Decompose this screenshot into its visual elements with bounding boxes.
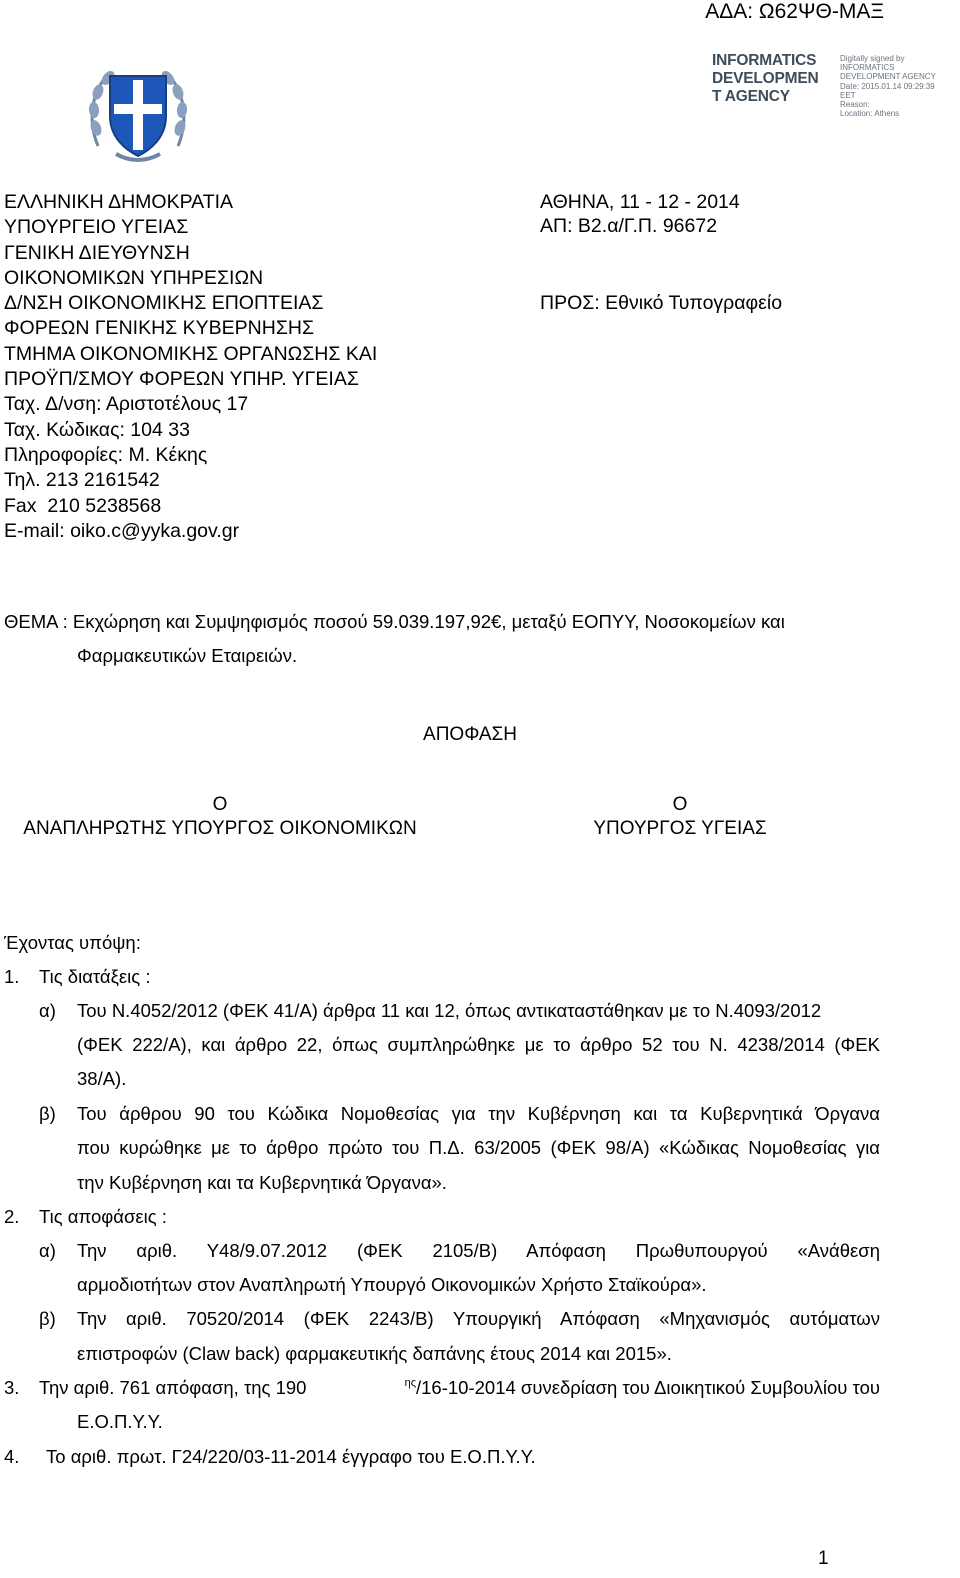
- ada-code: ΑΔΑ: Ω62ΨΘ-ΜΑΞ: [705, 0, 884, 23]
- item-2-text: Τις αποφάσεις :: [39, 1206, 167, 1227]
- sender-line: Ταχ. Δ/νση: Αριστοτέλους 17: [4, 393, 249, 416]
- page-number: 1: [818, 1548, 829, 1569]
- item-1-number: 1.: [4, 966, 20, 987]
- item-2-number: 2.: [4, 1206, 20, 1227]
- item-3-number: 3.: [4, 1377, 20, 1398]
- sender-line: ΓΕΝΙΚΗ ΔΙΕΥΘΥΝΣΗ: [4, 241, 190, 264]
- sender-line: Πληροφορίες: Μ. Κέκης: [4, 443, 208, 466]
- item-3-pre: Την αριθ. 761 απόφαση, της 190: [39, 1377, 307, 1398]
- sender-line: ΤΜΗΜΑ ΟΙΚΟΝΟΜΙΚΗΣ ΟΡΓΑΝΩΣΗΣ ΚΑΙ: [4, 342, 378, 365]
- authority-left-article: Ο: [212, 794, 228, 815]
- authority-left-title: ΑΝΑΠΛΗΡΩΤΗΣ ΥΠΟΥΡΓΟΣ ΟΙΚΟΝΟΜΙΚΩΝ: [23, 818, 417, 839]
- item-1b-label: β): [39, 1103, 56, 1124]
- preamble: Έχοντας υπόψη:: [4, 932, 141, 953]
- sender-line: Fax 210 5238568: [4, 494, 162, 517]
- sender-line: Τηλ. 213 2161542: [4, 469, 160, 492]
- protocol-number: ΑΠ: Β2.α/Γ.Π. 96672: [540, 215, 718, 237]
- greek-coat-of-arms-icon: [86, 58, 190, 166]
- stamp-line-1: INFORMATICS: [712, 52, 817, 69]
- authority-left: [0, 793, 440, 841]
- item-2a-line-2: αρμοδιοτήτων στον Αναπληρωτή Υπουργό Οικονομικών Χρήστο Σταϊκούρα».: [77, 1274, 707, 1295]
- sender-line: ΥΠΟΥΡΓΕΙΟ ΥΓΕΙΑΣ: [4, 216, 189, 239]
- item-1a-line-3: 38/Α).: [77, 1068, 127, 1089]
- authority-right-article: Ο: [672, 794, 688, 815]
- sender-line: ΕΛΛΗΝΙΚΗ ΔΗΜΟΚΡΑΤΙΑ: [4, 191, 234, 213]
- recipient: ΠΡΟΣ: Εθνικό Τυπογραφείο: [540, 292, 783, 314]
- item-3-superscript: ης: [404, 1377, 416, 1389]
- item-1a-line-1: Του Ν.4052/2012 (ΦΕΚ 41/Α) άρθρα 11 και 12, όπως αντικαταστάθηκαν με το Ν.4093/2012: [77, 1000, 822, 1021]
- item-3-post: /16-10-2014 συνεδρίαση του Διοικητικού Συμβουλίου του: [416, 1377, 880, 1398]
- sender-block: [4, 190, 377, 544]
- item-2b-line-1: Την αριθ. 70520/2014 (ΦΕΚ 2243/Β) Υπουργική Απόφαση «Μηχανισμός αυτόματων: [77, 1308, 880, 1329]
- document-date: ΑΘΗΝΑ, 11 - 12 - 2014: [540, 191, 740, 213]
- item-1b-line-3: την Κυβέρνηση και τα Κυβερνητικά Όργανα».: [77, 1172, 447, 1193]
- item-1b-line-1: Του άρθρου 90 του Κώδικα Νομοθεσίας για την Κυβέρνηση και τα Κυβερνητικά Όργανα: [77, 1103, 880, 1124]
- subject-line-2: Φαρμακευτικών Εταιρειών.: [77, 645, 298, 666]
- authority-right: [490, 793, 870, 841]
- item-2b-label: β): [39, 1308, 56, 1329]
- item-2b-line-2: επιστροφών (Claw back) φαρμακευτικής δαπάνης έτους 2014 και 2015».: [77, 1343, 672, 1364]
- stamp-line-2: DEVELOPMEN: [712, 70, 819, 87]
- sender-line: E-mail: oiko.c@yyka.gov.gr: [4, 519, 240, 542]
- item-1a-label: α): [39, 1000, 56, 1021]
- item-2a-label: α): [39, 1240, 56, 1261]
- item-3-line-2: Ε.Ο.Π.Υ.Υ.: [77, 1411, 163, 1432]
- item-4-text: Το αριθ. πρωτ. Γ24/220/03-11-2014 έγγραφο του Ε.Ο.Π.Υ.Υ.: [46, 1446, 536, 1467]
- subject-line-1: ΘΕΜΑ : Εκχώρηση και Συμψηφισμός ποσού 59.039.197,92€, μεταξύ ΕΟΠΥΥ, Νοσοκομείων και: [4, 611, 785, 632]
- sender-line: Δ/ΝΣΗ ΟΙΚΟΝΟΜΙΚΗΣ ΕΠΟΠΤΕΙΑΣ: [4, 292, 324, 315]
- item-2a-line-1: Την αριθ. Υ48/9.07.2012 (ΦΕΚ 2105/Β) Απόφαση Πρωθυπουργού «Ανάθεση: [77, 1240, 880, 1261]
- item-3-line-1: [39, 1377, 880, 1399]
- decision-title: ΑΠΟΦΑΣΗ: [423, 724, 517, 745]
- sender-line: ΟΙΚΟΝΟΜΙΚΩΝ ΥΠΗΡΕΣΙΩΝ: [4, 266, 264, 289]
- item-1b-line-2: που κυρώθηκε με το άρθρο πρώτο του Π.Δ. 63/2005 (ΦΕΚ 98/Α) «Κώδικας Νομοθεσίας για: [77, 1137, 880, 1158]
- item-3-sup-wrap: [405, 1377, 880, 1399]
- item-3-pre-wrap: [39, 1377, 336, 1399]
- sender-line: ΦΟΡΕΩΝ ΓΕΝΙΚΗΣ ΚΥΒΕΡΝΗΣΗΣ: [4, 317, 315, 340]
- sender-line: Ταχ. Κώδικας: 104 33: [4, 418, 190, 441]
- sender-line: ΠΡΟΫΠ/ΣΜΟΥ ΦΟΡΕΩΝ ΥΠΗΡ. ΥΓΕΙΑΣ: [4, 368, 359, 391]
- item-1a-line-2: (ΦΕΚ 222/Α), και άρθρο 22, όπως συμπληρώθηκε με το άρθρο 52 του Ν. 4238/2014 (ΦΕΚ: [77, 1034, 880, 1055]
- stamp-signature-details: Digitally signed by INFORMATICS DEVELOPMENT AGENCY Date: 2015.01.14 09:29:39 EET Reason: Location: Athens: [840, 54, 936, 119]
- stamp-line-3: T AGENCY: [712, 88, 790, 105]
- item-1-text: Τις διατάξεις :: [39, 966, 151, 987]
- digital-signature-stamp: [712, 52, 956, 126]
- authority-right-title: ΥΠΟΥΡΓΟΣ ΥΓΕΙΑΣ: [593, 818, 767, 839]
- item-4-number: 4.: [4, 1446, 20, 1467]
